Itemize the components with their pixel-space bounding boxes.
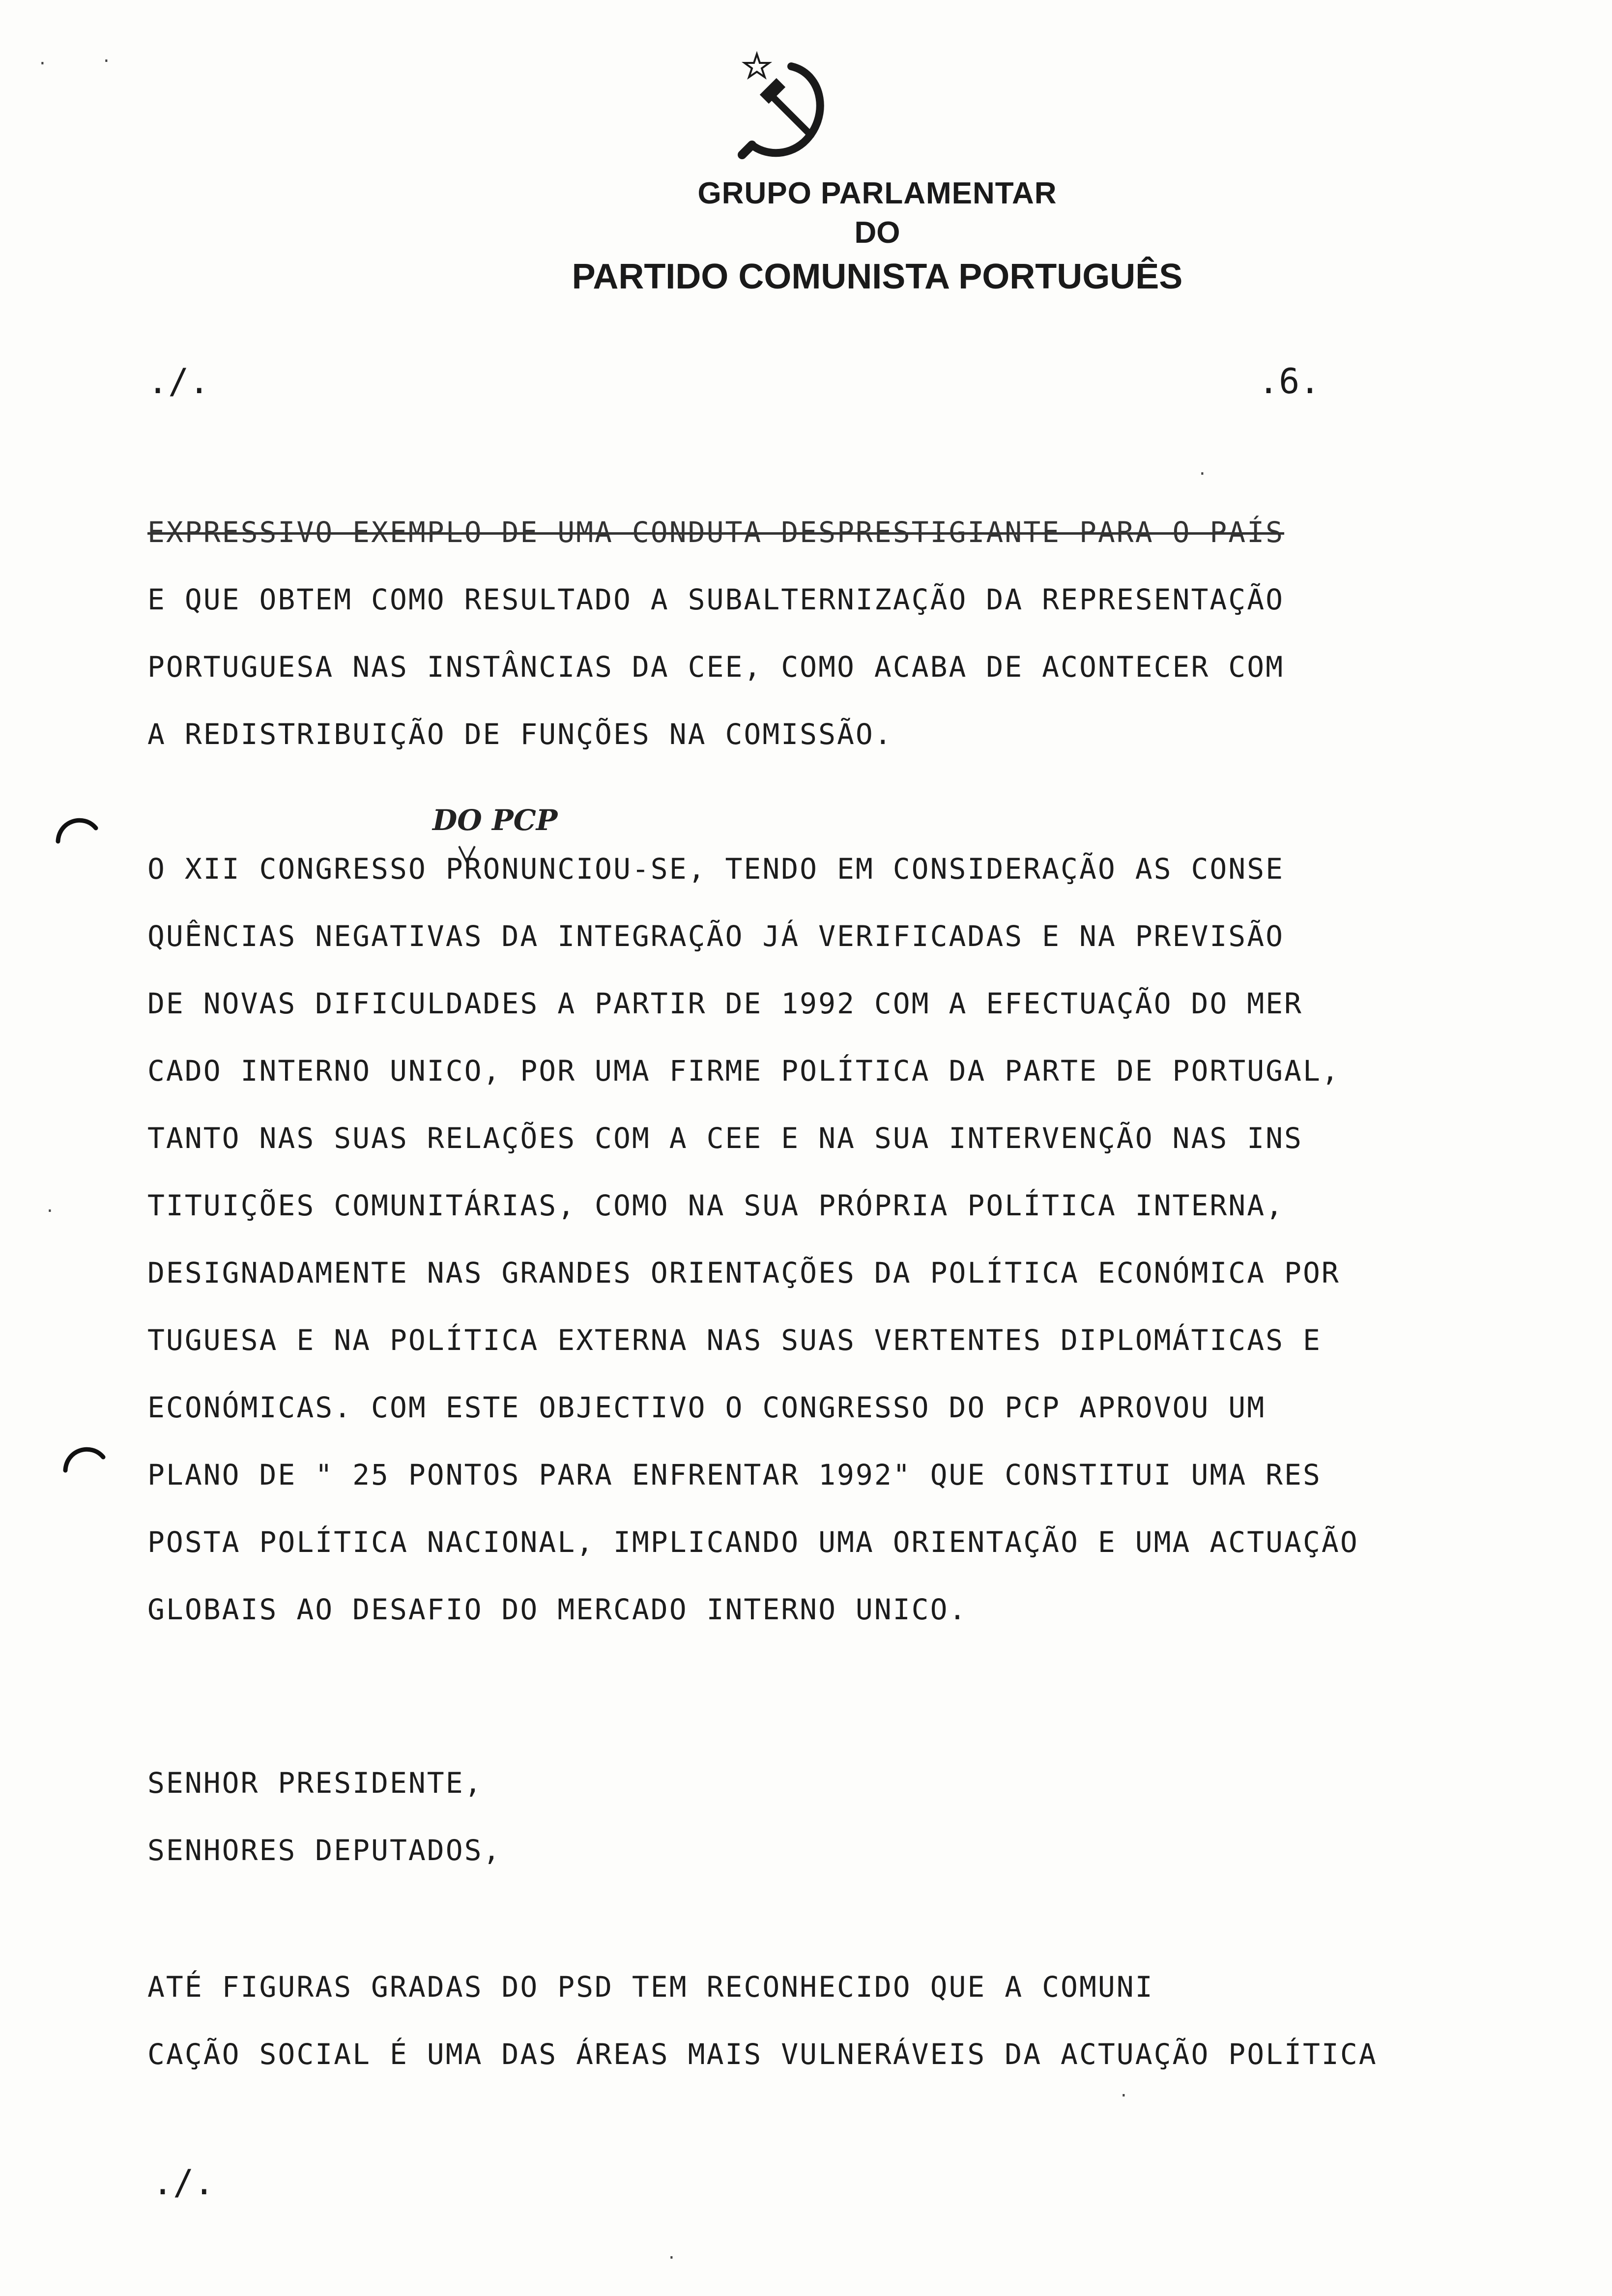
text-line: TUGUESA E NA POLÍTICA EXTERNA NAS SUAS VERTENTES DIPLOMÁTICAS E: [147, 1323, 1322, 1357]
paragraph-2: [147, 835, 1359, 1643]
struck-through-line: EXPRESSIVO EXEMPLO DE UMA CONDUTA DESPRESTIGIANTE PARA O PAÍS: [147, 516, 1285, 549]
scan-speck: .: [1199, 457, 1206, 480]
text-line: POSTA POLÍTICA NACIONAL, IMPLICANDO UMA ORIENTAÇÃO E UMA ACTUAÇÃO: [147, 1525, 1359, 1559]
scan-speck: .: [47, 1194, 53, 1217]
text-line: TANTO NAS SUAS RELAÇÕES COM A CEE E NA SUA INTERVENÇÃO NAS INS: [147, 1121, 1303, 1155]
text-line: PLANO DE " 25 PONTOS PARA ENFRENTAR 1992" QUE CONSTITUI UMA RES: [147, 1458, 1322, 1492]
scan-speck: .: [103, 44, 110, 67]
text-line: GLOBAIS AO DESAFIO DO MERCADO INTERNO UNICO.: [147, 1593, 968, 1626]
letterhead-line-3: PARTIDO COMUNISTA PORTUGUÊS: [572, 257, 1183, 296]
punch-hole-mark-icon: [61, 1440, 106, 1474]
continuation-mark-bottom: ./.: [152, 2162, 215, 2203]
text-line: A REDISTRIBUIÇÃO DE FUNÇÕES NA COMISSÃO.: [147, 718, 893, 751]
scan-speck: .: [39, 47, 46, 69]
scan-speck: .: [668, 2241, 675, 2264]
text-line: O XII CONGRESSO PRONUNCIOU-SE, TENDO EM CONSIDERAÇÃO AS CONSE: [147, 852, 1285, 886]
paragraph-4: [147, 1953, 1378, 2088]
letterhead-line-1: GRUPO PARLAMENTAR: [697, 176, 1057, 210]
text-line: SENHOR PRESIDENTE,: [147, 1766, 483, 1800]
text-line: DESIGNADAMENTE NAS GRANDES ORIENTAÇÕES DA POLÍTICA ECONÓMICA POR: [147, 1256, 1340, 1290]
continuation-mark-top: ./.: [147, 361, 210, 402]
text-line: ECONÓMICAS. COM ESTE OBJECTIVO O CONGRESSO DO PCP APROVOU UM: [147, 1391, 1266, 1424]
text-line: QUÊNCIAS NEGATIVAS DA INTEGRAÇÃO JÁ VERIFICADAS E NA PREVISÃO: [147, 919, 1285, 953]
page-number: .6.: [1258, 361, 1321, 402]
paragraph-1: [147, 499, 1284, 768]
salutation: [147, 1750, 501, 1884]
text-line: CADO INTERNO UNICO, POR UMA FIRME POLÍTICA DA PARTE DE PORTUGAL,: [147, 1054, 1340, 1088]
text-line: E QUE OBTEM COMO RESULTADO A SUBALTERNIZAÇÃO DA REPRESENTAÇÃO: [147, 583, 1285, 616]
text-line: TITUIÇÕES COMUNITÁRIAS, COMO NA SUA PRÓPRIA POLÍTICA INTERNA,: [147, 1189, 1285, 1222]
text-line: PORTUGUESA NAS INSTÂNCIAS DA CEE, COMO ACABA DE ACONTECER COM: [147, 650, 1285, 684]
text-line: ATÉ FIGURAS GRADAS DO PSD TEM RECONHECIDO QUE A COMUNI: [147, 1970, 1154, 2004]
scan-speck: .: [1121, 2079, 1127, 2101]
handwritten-insert: DO PCP: [432, 804, 558, 837]
text-line: SENHORES DEPUTADOS,: [147, 1834, 502, 1867]
punch-hole-mark-icon: [54, 811, 98, 845]
hammer-and-sickle-with-star-icon: [737, 49, 835, 162]
text-line: CAÇÃO SOCIAL É UMA DAS ÁREAS MAIS VULNERÁVEIS DA ACTUAÇÃO POLÍTICA: [147, 2038, 1378, 2071]
letterhead-line-2: DO: [854, 216, 900, 250]
text-line: DE NOVAS DIFICULDADES A PARTIR DE 1992 COM A EFECTUAÇÃO DO MER: [147, 987, 1303, 1020]
